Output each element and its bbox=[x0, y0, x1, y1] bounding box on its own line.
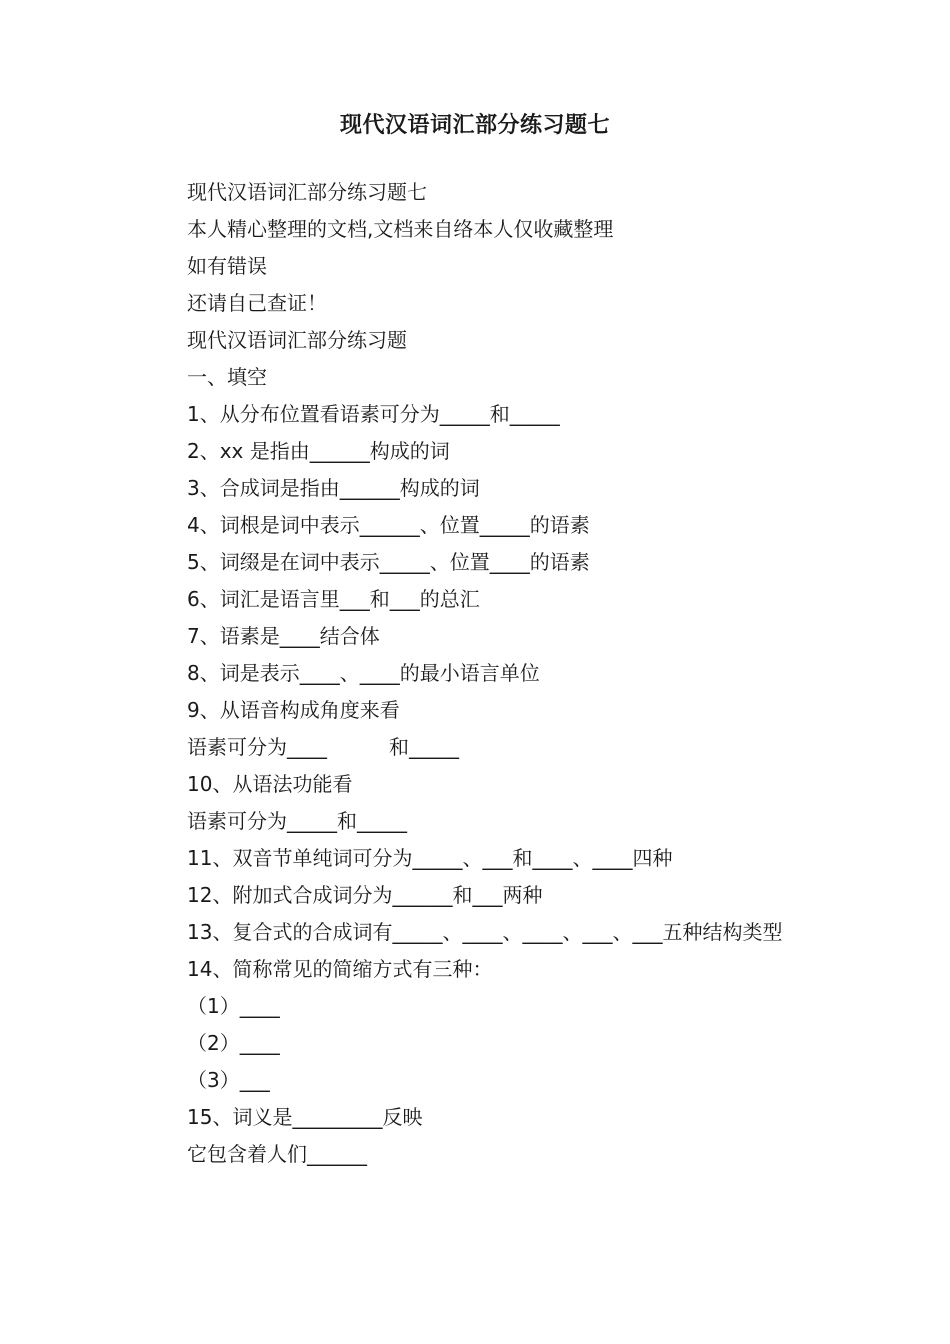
question-item: 2、xx 是指由______构成的词 bbox=[187, 439, 450, 463]
question-line: 它包含着人们______ bbox=[187, 1142, 367, 1166]
document-body bbox=[143, 174, 823, 1173]
option-item: （3）___ bbox=[187, 1068, 270, 1092]
question-item: 3、合成词是指由______构成的词 bbox=[187, 476, 480, 500]
question-segment: 语素可分为____ bbox=[187, 735, 327, 759]
question-item: 4、词根是词中表示______、位置_____的语素 bbox=[187, 513, 590, 537]
option-item: （1）____ bbox=[187, 994, 280, 1018]
section-heading: 一、填空 bbox=[187, 365, 267, 389]
question-item: 14、简称常见的简缩方式有三种： bbox=[187, 957, 493, 981]
paragraph-note: 还请自己查证！ bbox=[187, 291, 327, 315]
option-item: （2）____ bbox=[187, 1031, 280, 1055]
paragraph-subtitle: 现代汉语词汇部分练习题七 bbox=[187, 180, 427, 204]
question-item: 7、语素是____结合体 bbox=[187, 624, 380, 648]
question-item: 10、从语法功能看 bbox=[187, 772, 353, 796]
paragraph-heading: 现代汉语词汇部分练习题 bbox=[187, 328, 407, 352]
page-title: 现代汉语词汇部分练习题七 bbox=[339, 113, 610, 138]
paragraph-note: 本人精心整理的文档,文档来自络本人仅收藏整理 bbox=[187, 217, 614, 241]
question-item: 15、词义是_________反映 bbox=[187, 1105, 423, 1129]
question-item: 13、复合式的合成词有_____、____、____、___、___五种结构类型 bbox=[187, 920, 783, 944]
question-item: 8、词是表示____、____的最小语言单位 bbox=[187, 661, 540, 685]
question-item: 6、词汇是语言里___和___的总汇 bbox=[187, 587, 480, 611]
question-item: 11、双音节单纯词可分为_____、___和____、____四种 bbox=[187, 846, 673, 870]
question-line: 语素可分为_____和_____ bbox=[187, 809, 407, 833]
question-item: 5、词缀是在词中表示_____、位置____的语素 bbox=[187, 550, 590, 574]
question-item: 12、附加式合成词分为______和___两种 bbox=[187, 883, 543, 907]
question-item: 9、从语音构成角度来看 bbox=[187, 698, 400, 722]
question-line bbox=[143, 729, 823, 766]
question-segment: 和_____ bbox=[389, 735, 459, 759]
question-item: 1、从分布位置看语素可分为_____和_____ bbox=[187, 402, 560, 426]
paragraph-note: 如有错误 bbox=[187, 254, 267, 278]
